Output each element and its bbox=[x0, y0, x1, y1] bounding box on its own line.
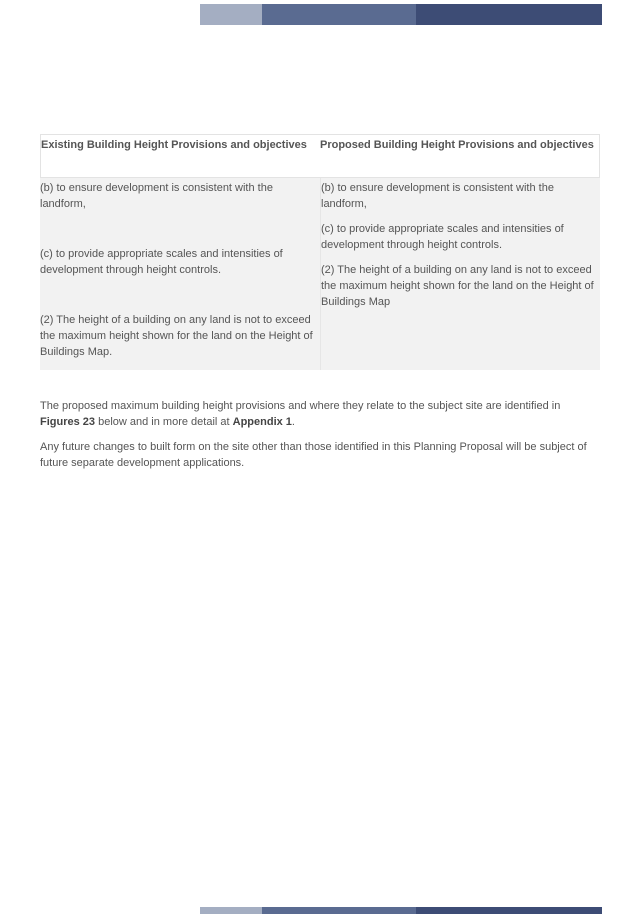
header-color-band bbox=[200, 4, 602, 25]
band-segment-light bbox=[200, 907, 262, 914]
header-existing: Existing Building Height Provisions and objectives bbox=[41, 139, 307, 151]
paragraph-text: . bbox=[291, 416, 295, 428]
proposed-column bbox=[320, 178, 600, 370]
table-header-row bbox=[40, 134, 600, 178]
band-segment-light bbox=[200, 4, 262, 25]
existing-item-c: (c) to provide appropriate scales and intensities of development through height controls. bbox=[40, 248, 283, 276]
paragraph-future-changes: Any future changes to built form on the site other than those identified in this Planning Proposal will be subject of future separate development applications. bbox=[40, 441, 587, 469]
existing-item-2: (2) The height of a building on any land is not to exceed the maximum height shown for the land on the Height of Buildings Map. bbox=[40, 314, 313, 358]
band-segment-dark bbox=[416, 4, 602, 25]
proposed-item-b: (b) to ensure development is consistent with the landform, bbox=[321, 182, 554, 210]
footer-color-band bbox=[200, 907, 602, 914]
band-segment-mid bbox=[262, 907, 416, 914]
paragraph-figures bbox=[40, 398, 600, 430]
paragraph-text: below and in more detail at bbox=[95, 416, 233, 428]
appendix-reference: Appendix 1 bbox=[232, 416, 292, 428]
figure-reference: Figures 23 bbox=[40, 416, 96, 428]
existing-item-b: (b) to ensure development is consistent with the landform, bbox=[40, 182, 273, 210]
band-segment-dark bbox=[416, 907, 602, 914]
proposed-item-c: (c) to provide appropriate scales and intensities of development through height controls. bbox=[321, 223, 564, 251]
existing-column bbox=[40, 178, 320, 370]
height-provisions-table bbox=[40, 134, 600, 370]
table-body-row bbox=[40, 178, 600, 370]
paragraph-text: The proposed maximum building height provisions and where they relate to the subject site are identified in bbox=[40, 400, 561, 412]
header-proposed: Proposed Building Height Provisions and objectives bbox=[320, 139, 594, 151]
band-segment-mid bbox=[262, 4, 416, 25]
proposed-item-2: (2) The height of a building on any land is not to exceed the maximum height shown for the land on the Height of Buildings Map bbox=[321, 264, 594, 308]
